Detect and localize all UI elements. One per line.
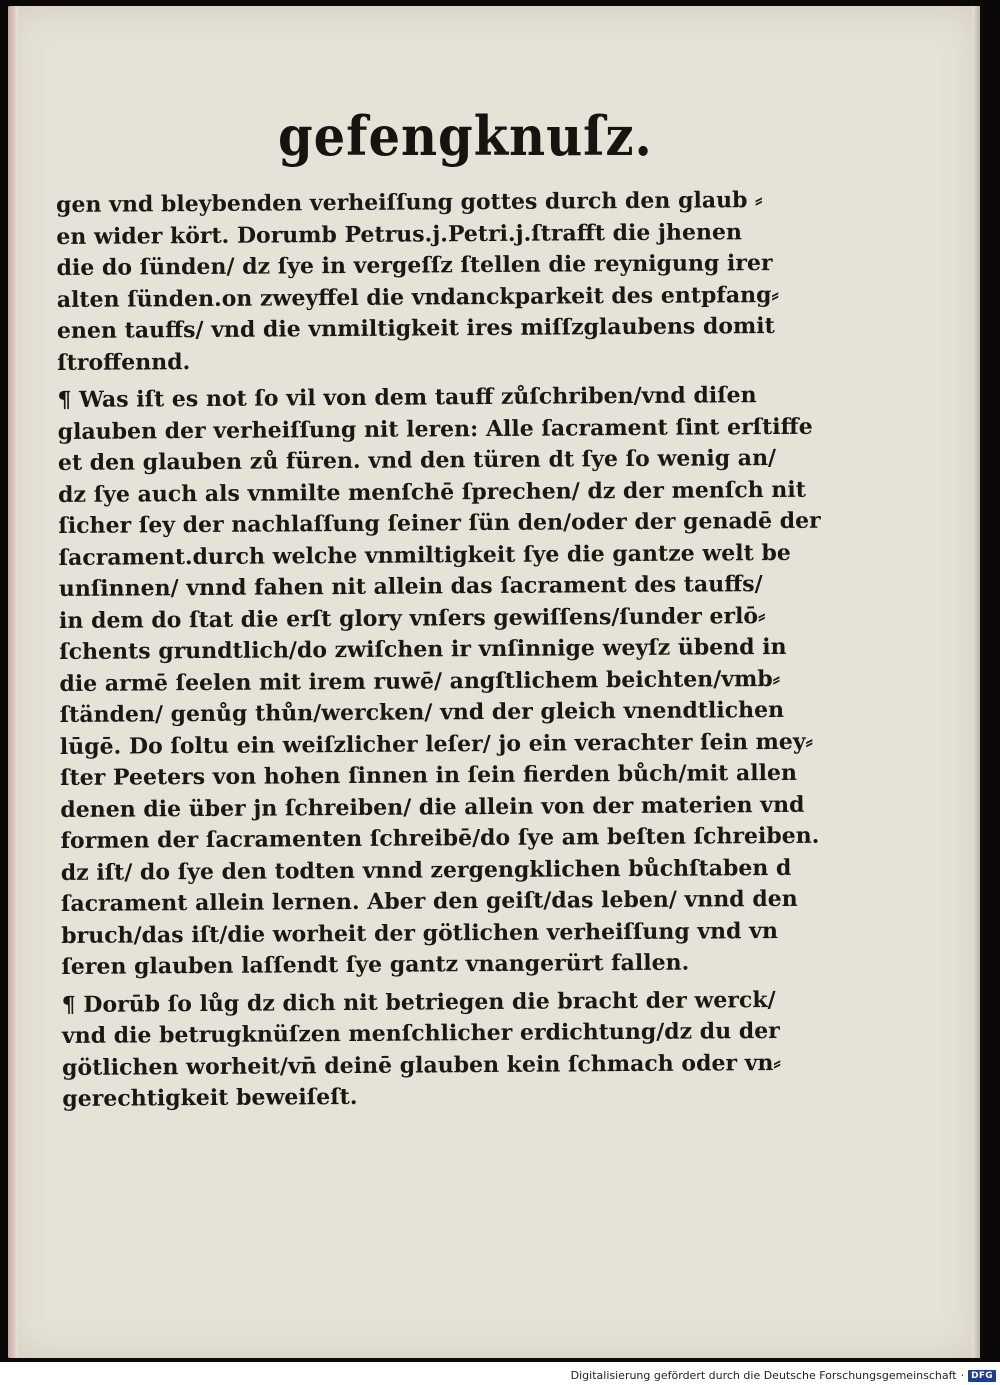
separator-dot: · [960, 1369, 965, 1382]
body-text [56, 185, 821, 1116]
text-line: ſtänden/ genůg thůn/wercken/ vnd der gleich vnendtlichen [59, 696, 785, 728]
footer-credit [571, 1366, 1000, 1385]
text-line: ſicher ſey der nachlaſſung ſeiner ſün den/oder der genadē der [58, 507, 821, 539]
text-line: gen vnd bleybenden verheiſſung gottes durch den glaub ⸗ [56, 187, 763, 218]
text-line: dz ſye auch als vnmilte menſchē ſprechen/ dz der menſch nit [58, 476, 806, 508]
text-line: ſtroffennd. [57, 348, 191, 376]
text-line: die armē ſeelen mit irem ruwē/ angſtlichem beichten/vmb⸗ [59, 665, 781, 697]
text-line: glauben der verheiſſung nit leren: Alle ſacrament ſint erſtiffe [57, 413, 813, 445]
text-line: unſinnen/ vnnd fahen nit allein das ſacrament des tauffs/ [58, 571, 763, 602]
text-line: lūgē. Do ſoltu ein weiſzlicher leſer/ jo ein verachter ſein mey⸗ [59, 728, 814, 760]
page-heading: gefengknuſz. [278, 104, 653, 168]
text-line: denen die über jn ſchreiben/ die allein von der materien vnd [60, 791, 805, 823]
text-line: ¶ Dorūb ſo lůg dz dich nit betriegen die bracht der werck/ [61, 986, 776, 1018]
text-line: götlichen worheit/vn̄ deinē glauben kein ſchmach oder vn⸗ [62, 1049, 781, 1081]
text-line: ¶ Was iſt es not ſo vil von dem tauff zůſchriben/vnd diſen [57, 382, 757, 413]
text-line: ſeren glauben laſſendt ſye gantz vnangerürt fallen. [61, 949, 690, 980]
text-line: dz iſt/ do ſye den todten vnnd zergengklichen bůchſtaben d [60, 854, 792, 886]
text-line: bruch/das iſt/die worheit der götlichen verheiſſung vnd vn [61, 917, 779, 949]
text-line: die do ſünden/ dz ſye in vergeſſz ſtellen die reynigung irer [56, 249, 773, 281]
text-line: ſter Peeters von hohen ſinnen in ſein fierden bůch/mit allen [60, 759, 798, 791]
text-line: in dem do ſtat die erſt glory vnſers gewiſſens/ſunder erlō⸗ [58, 602, 766, 634]
text-line: gerechtigkeit beweiſeſt. [62, 1083, 358, 1112]
text-line: formen der ſacramenten ſchreibē/do ſye am beſten ſchreiben. [60, 822, 820, 854]
dfg-logo-icon: DFG [968, 1370, 996, 1382]
text-line: enen tauffs/ vnd die vnmiltigkeit ires miſſzglaubens domit [56, 312, 775, 344]
text-line: en wider kört. Dorumb Petrus.j.Petri.j.ſtrafft die jhenen [56, 218, 743, 250]
book-page [8, 6, 980, 1358]
page-edge-right [972, 6, 980, 1358]
funding-credit-text: Digitalisierung gefördert durch die Deutsche Forschungsgemeinschaft [570, 1369, 957, 1382]
text-line: vnd die betrugknüſzen menſchlicher erdichtung/dz du der [61, 1017, 780, 1049]
text-line: alten ſünden.on zweyffel die vndanckparkeit des entpfang⸗ [56, 281, 779, 313]
text-line: ſchents grundtlich/do zwiſchen ir vnſinnige weyſz übend in [59, 633, 787, 665]
page-edge-left [8, 6, 18, 1358]
text-line: ſacrament.durch welche vnmiltigkeit ſye die gantze welt be [58, 539, 791, 571]
text-line: et den glauben zů füren. vnd den türen dt ſye ſo wenig an/ [57, 444, 777, 476]
text-line: ſacrament allein lernen. Aber den geiſt/das leben/ vnnd den [60, 885, 798, 917]
